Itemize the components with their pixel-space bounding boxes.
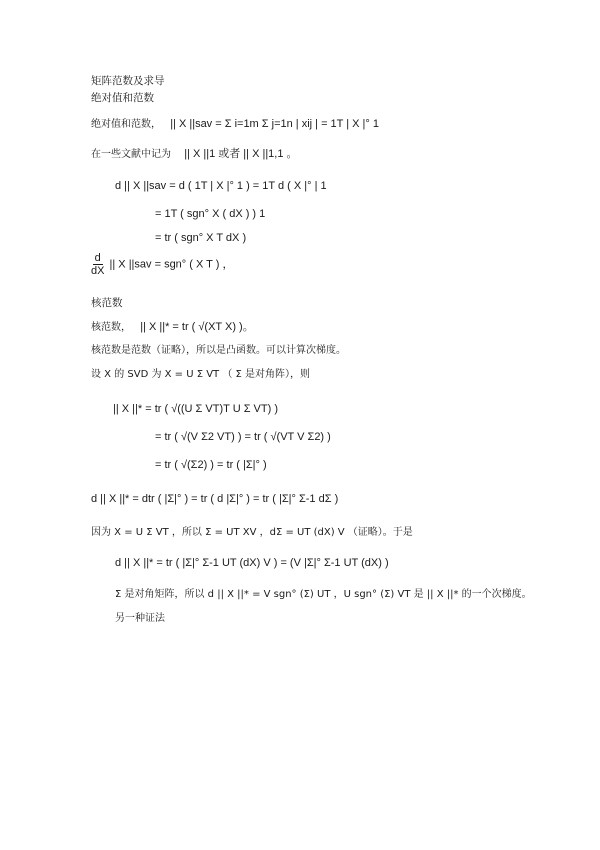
nuclear-differential-line-2: d || X ||* = tr ( |Σ|° Σ-1 UT (dX) V ) = (V |Σ|° Σ-1 UT (dX) ) <box>115 557 389 569</box>
page-title: 矩阵范数及求导 <box>91 75 165 87</box>
abs-sum-gradient-equation: || X ||sav = sgn° ( X T ) ， <box>109 258 234 271</box>
abs-sum-norm-label: 绝对值和范数， <box>91 119 161 130</box>
derivative-fraction <box>91 252 104 277</box>
nuclear-derivation-line-3: = tr ( √(Σ2) ) = tr ( |Σ|° ) <box>155 459 267 471</box>
abs-sum-gradient-line <box>91 252 233 277</box>
nuclear-norm-label: 核范数， <box>91 322 131 333</box>
abs-sum-derivation-line-1: d || X ||sav = d ( 1T | X |° 1 ) = 1T d ( X |° | 1 <box>115 180 327 192</box>
alt-notation-equation: || X ||1 或者 || X ||1,1 。 <box>184 148 298 160</box>
nuclear-norm-equation: || X ||* = tr ( √(XT X) )。 <box>140 321 254 333</box>
svd-note: 设 X 的 SVD 为 X = U Σ VT （ Σ 是对角阵），则 <box>91 369 311 380</box>
another-proof-heading: 另一种证法 <box>115 613 165 624</box>
derivative-denominator: dX <box>91 265 105 277</box>
alt-notation-line <box>91 147 298 162</box>
because-note: 因为 X = U Σ VT ，所以 Σ = UT XV ，dΣ = UT (dX) V （证略）。于是 <box>91 527 413 538</box>
section-heading-nuclear-norm: 核范数 <box>91 297 123 309</box>
section-heading-abs-sum-norm: 绝对值和范数 <box>91 92 154 104</box>
nuclear-norm-definition <box>91 320 254 335</box>
subgradient-conclusion: Σ 是对角矩阵，所以 d || X ||* = V sgn° (Σ) UT ，U sgn° (Σ) VT 是 || X ||* 的一个次梯度。 <box>115 589 532 600</box>
alt-notation-label: 在一些文献中记为 <box>91 149 171 160</box>
convexity-note: 核范数是范数（证略），所以是凸函数。可以计算次梯度。 <box>91 345 346 356</box>
nuclear-derivation-line-2: = tr ( √(V Σ2 VT) ) = tr ( √(VT V Σ2) ) <box>155 431 331 443</box>
nuclear-derivation-line-1: || X ||* = tr ( √((U Σ VT)T U Σ VT) ) <box>113 403 278 415</box>
nuclear-differential-line: d || X ||* = dtr ( |Σ|° ) = tr ( d |Σ|° ) = tr ( |Σ|° Σ-1 dΣ ) <box>91 493 339 505</box>
abs-sum-norm-equation: || X ||sav = Σ i=1m Σ j=1n | xij | = 1T | X |° 1 <box>170 118 379 130</box>
abs-sum-derivation-line-2: = 1T ( sgn° X ( dX ) ) 1 <box>155 208 266 220</box>
derivative-numerator: d <box>94 252 101 264</box>
abs-sum-derivation-line-3: = tr ( sgn° X T dX ) <box>155 232 247 244</box>
abs-sum-norm-definition <box>91 117 379 132</box>
